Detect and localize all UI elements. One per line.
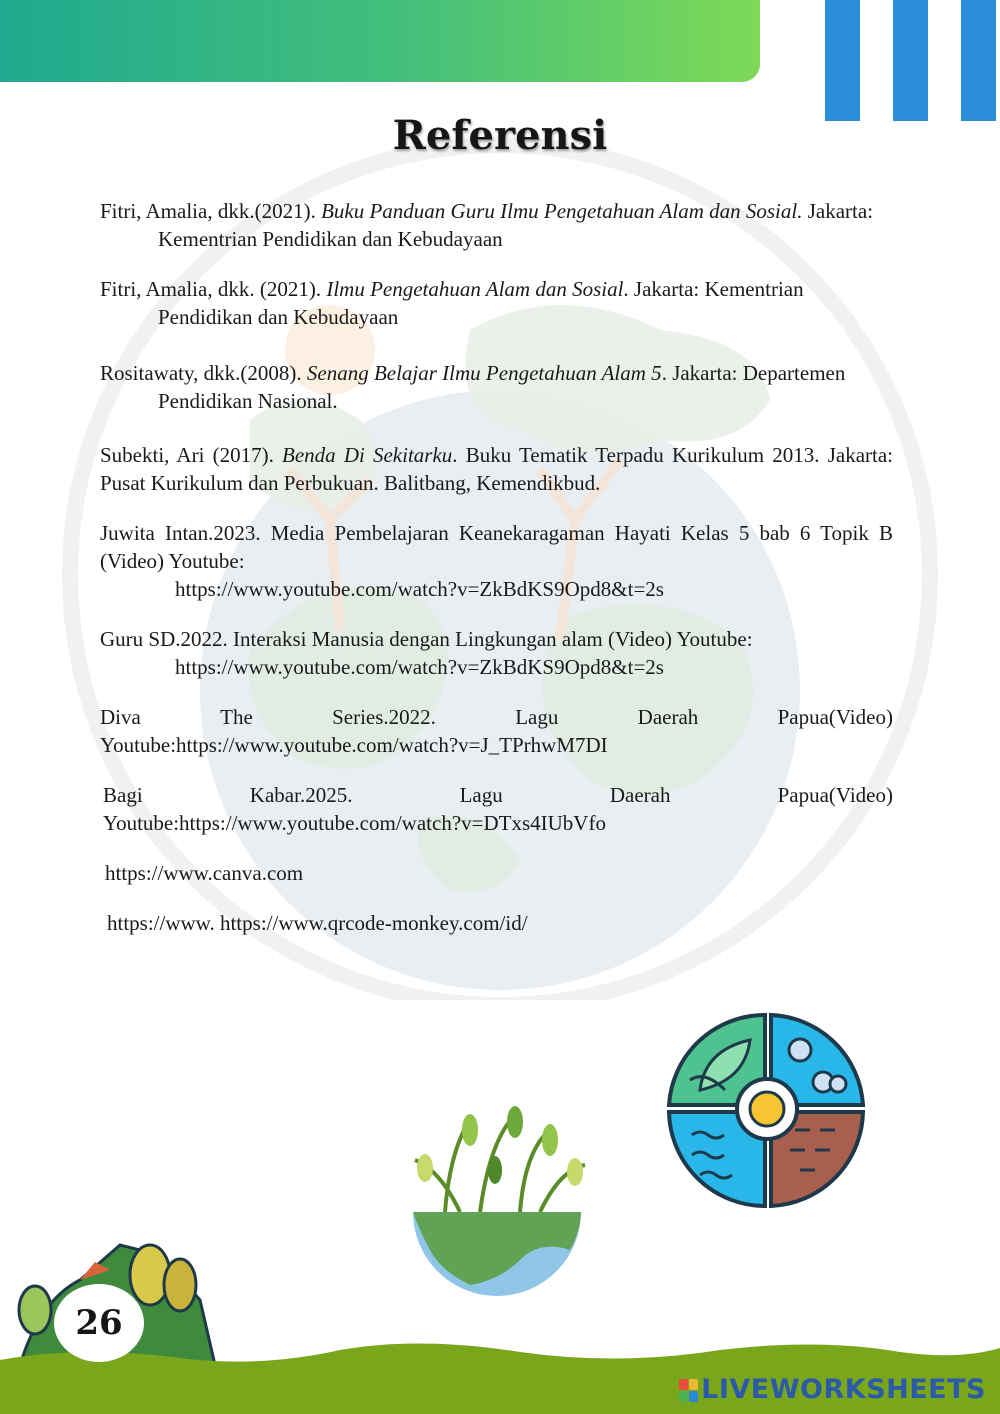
reference-publisher: Jakarta: Kementrian Pendidikan dan Kebudayaan xyxy=(158,199,874,251)
reference-url: https://www. https://www.qrcode-monkey.com/id/ xyxy=(107,911,528,935)
reference-url: https://www.canva.com xyxy=(105,861,304,885)
reference-publisher: . Buku Tematik Terpadu Kurikulum 2013. Jakarta: Pusat Kurikulum dan Perbukuan. Balitbang, Kemendikbud. xyxy=(100,443,894,495)
reference-publisher: . Jakarta: Departemen Pendidikan Nasional. xyxy=(158,361,846,413)
reference-author: Subekti, Ari (2017). xyxy=(100,443,282,467)
page-title: Referensi xyxy=(392,112,608,159)
page-number: 26 xyxy=(54,1284,144,1362)
reference-text: Juwita Intan.2023. Media Pembelajaran Keanekaragaman Hayati Kelas 5 bab 6 Topik B (Video) Youtube: xyxy=(100,521,893,573)
reference-publisher: . Jakarta: Kementrian Pendidikan dan Kebudayaan xyxy=(158,277,804,329)
reference-author: Fitri, Amalia, dkk. (2021). xyxy=(100,277,327,301)
reference-url: https://www.youtube.com/watch?v=ZkBdKS9Opd8&t=2s xyxy=(175,577,664,601)
reference-author: Rositawaty, dkk.(2008). xyxy=(100,361,307,385)
logo-block xyxy=(679,1391,688,1402)
logo-block xyxy=(679,1379,688,1390)
reference-word: Series.2022. xyxy=(332,705,436,729)
reference-author: Fitri, Amalia, dkk.(2021). xyxy=(100,199,322,223)
liveworksheets-brand[interactable] xyxy=(679,1374,986,1405)
brand-name: LIVEWORKSHEETS xyxy=(701,1374,986,1405)
reference-word: Papua(Video) xyxy=(777,705,893,729)
reference-url: Youtube:https://www.youtube.com/watch?v=J_TPrhwM7DI xyxy=(100,733,608,757)
reference-url: https://www.youtube.com/watch?v=ZkBdKS9Opd8&t=2s xyxy=(175,655,664,679)
earth-plants-icon xyxy=(413,1106,585,1296)
reference-title: Buku Panduan Guru Ilmu Pengetahuan Alam dan Sosial. xyxy=(321,199,803,223)
reference-word: Lagu xyxy=(459,783,503,807)
logo-block xyxy=(689,1379,698,1390)
logo-block xyxy=(689,1391,698,1402)
liveworksheets-logo-icon xyxy=(679,1379,697,1401)
reference-word: Papua(Video) xyxy=(777,783,893,807)
reference-word: The xyxy=(220,705,253,729)
reference-word: Diva xyxy=(100,705,141,729)
reference-title: Benda Di Sekitarku xyxy=(282,443,453,467)
reference-word: Daerah xyxy=(609,783,671,807)
reference-word: Bagi xyxy=(103,783,143,807)
reference-word: Daerah xyxy=(637,705,699,729)
reference-url: Youtube:https://www.youtube.com/watch?v=DTxs4IUbVfo xyxy=(103,811,606,835)
reference-word: Kabar.2025. xyxy=(249,783,353,807)
reference-title: Senang Belajar Ilmu Pengetahuan Alam 5 xyxy=(306,361,662,385)
seasons-circle-icon xyxy=(669,1015,863,1206)
reference-title: Ilmu Pengetahuan Alam dan Sosial xyxy=(326,277,624,301)
reference-text: Guru SD.2022. Interaksi Manusia dengan Lingkungan alam (Video) Youtube: xyxy=(100,627,753,651)
reference-word: Lagu xyxy=(515,705,559,729)
